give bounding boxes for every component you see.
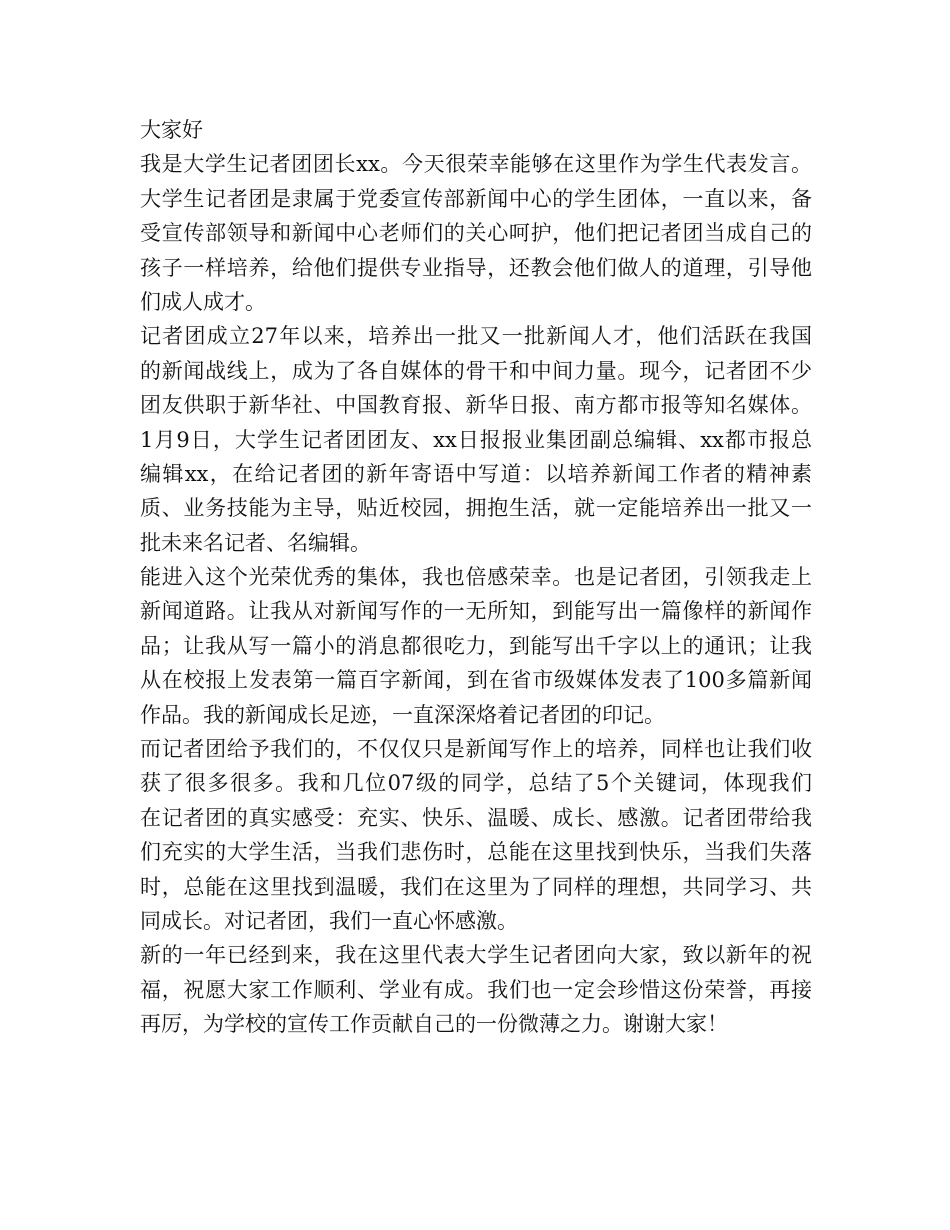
text-line: 质、业务技能为主导，贴近校园，拥抱生活，就一定能培养出一批又一 [140,496,812,521]
text-line: 在记者团的真实感受：充实、快乐、温暖、成长、感激。记者团带给我 [140,805,812,830]
text-line: 大学生记者团是隶属于党委宣传部新闻中心的学生团体，一直以来，备 [140,186,812,211]
text-line: 新闻道路。让我从对新闻写作的一无所知，到能写出一篇像样的新闻作 [140,599,812,624]
document-body [140,113,812,1042]
text-line: 的新闻战线上，成为了各自媒体的骨干和中间力量。现今，记者团不少 [140,358,812,383]
text-line: 编辑xx，在给记者团的新年寄语中写道：以培养新闻工作者的精神素 [140,461,812,486]
text-line: 团友供职于新华社、中国教育报、新华日报、南方都市报等知名媒体。 [140,393,812,418]
text-line: 从在校报上发表第一篇百字新闻，到在省市级媒体发表了100多篇新闻 [140,668,812,693]
text-line: 获了很多很多。我和几位07级的同学，总结了5个关键词，体现我们 [140,771,812,796]
text-line: 1月9日，大学生记者团团友、xx日报报业集团副总编辑、xx都市报总 [140,427,812,452]
text-line: 批未来名记者、名编辑。 [140,530,371,555]
text-line: 们充实的大学生活，当我们悲伤时，总能在这里找到快乐，当我们失落 [140,840,812,865]
text-line: 孩子一样培养，给他们提供专业指导，还教会他们做人的道理，引导他 [140,255,812,280]
text-line: 而记者团给予我们的，不仅仅只是新闻写作上的培养，同样也让我们收 [140,737,812,762]
text-line: 大家好 [140,118,203,142]
text-line: 时，总能在这里找到温暖，我们在这里为了同样的理想，共同学习、共 [140,874,812,899]
text-line: 记者团成立27年以来，培养出一批又一批新闻人才，他们活跃在我国 [140,324,812,349]
text-line: 新的一年已经到来，我在这里代表大学生记者团向大家，致以新年的祝 [140,943,812,968]
text-line: 我是大学生记者团团长xx。今天很荣幸能够在这里作为学生代表发言。 [140,152,812,177]
text-line: 再厉，为学校的宣传工作贡献自己的一份微薄之力。谢谢大家！ [140,1012,728,1037]
text-line: 能进入这个光荣优秀的集体，我也倍感荣幸。也是记者团，引领我走上 [140,565,812,590]
text-line: 们成人成才。 [140,289,266,314]
text-line: 受宣传部领导和新闻中心老师们的关心呵护，他们把记者团当成自己的 [140,221,812,246]
text-line: 同成长。对记者团，我们一直心怀感激。 [140,908,518,933]
text-line: 福，祝愿大家工作顺利、学业有成。我们也一定会珍惜这份荣誉，再接 [140,977,812,1002]
text-line: 品；让我从写一篇小的消息都很吃力，到能写出千字以上的通讯；让我 [140,633,812,658]
text-line: 作品。我的新闻成长足迹，一直深深烙着记者团的印记。 [140,702,665,727]
